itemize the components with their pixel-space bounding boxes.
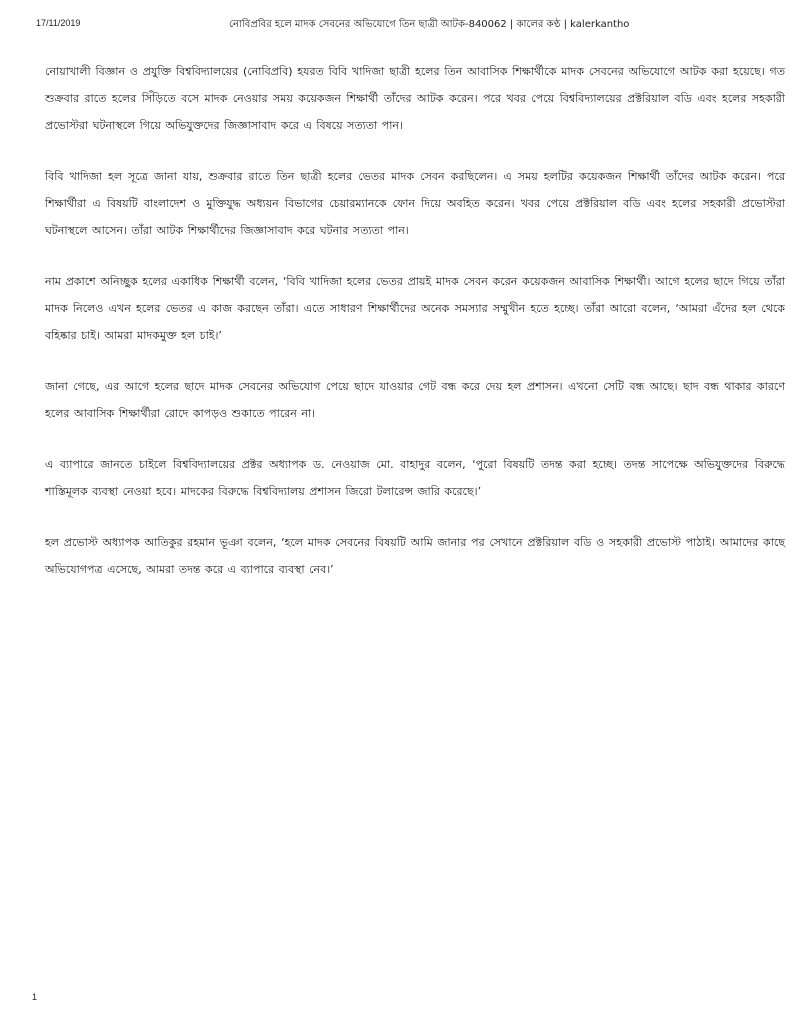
page-number: 1: [32, 992, 38, 1002]
article-paragraph: নোয়াখালী বিজ্ঞান ও প্রযুক্তি বিশ্ববিদ্যালয়ের (নোবিপ্রবি) হযরত বিবি খাদিজা ছাত্রী হলের তিন আবাসিক শিক্ষার্থীকে মাদক সেবনের অভিযোগে আটক করা হয়েছে। গত শুক্রবার রাতে হলের সিঁড়িতে বসে মাদক নেওয়ার সময় কয়েকজন শিক্ষার্থী তাঁদের আটক করেন। পরে খবর পেয়ে বিশ্ববিদ্যালয়ের প্রক্টরিয়াল বডি এবং হলের সহকারী প্রভোস্টরা ঘটনাস্থলে গিয়ে অভিযুক্তদের জিজ্ঞাসাবাদ করে এ বিষয়ে সত্যতা পান।: [45, 65, 785, 132]
article-paragraph: বিবি খাদিজা হল সূত্রে জানা যায়, শুক্রবার রাতে তিন ছাত্রী হলের ভেতর মাদক সেবন করছিলেন। এ সময় হলটির কয়েকজন শিক্ষার্থী তাঁদের আটক করেন। পরে শিক্ষার্থীরা এ বিষয়টি বাংলাদেশ ও মুক্তিযুদ্ধ অধ্যয়ন বিভাগের চেয়ারম্যানকে ফোন দিয়ে অবহিত করেন। খবর পেয়ে প্রক্টরিয়াল বডি এবং হলের সহকারী প্রভোস্টরা ঘটনাস্থলে আসেন। তাঁরা আটক শিক্ষার্থীদের জিজ্ঞাসাবাদ করে ঘটনার সত্যতা পান।: [45, 170, 785, 237]
article-paragraph: এ ব্যাপারে জানতে চাইলে বিশ্ববিদ্যালয়ের প্রক্টর অধ্যাপক ড. নেওয়াজ মো. বাহাদুর বলেন, ‘পুরো বিষয়টি তদন্ত করা হচ্ছে। তদন্ত সাপেক্ষে অভিযুক্তদের বিরুদ্ধে শাস্তিমূলক ব্যবস্থা নেওয়া হবে। মাদকের বিরুদ্ধে বিশ্ববিদ্যালয় প্রশাসন জিরো টলারেন্স জারি করেছে।’: [45, 458, 785, 498]
page-title: নোবিপ্রবির হলে মাদক সেবনের অভিযোগে তিন ছাত্রী আটক-840062 | কালের কণ্ঠ | kalerkantho: [229, 19, 630, 30]
article-body: [45, 58, 785, 607]
print-date: 17/11/2019: [36, 18, 81, 28]
article-paragraph: জানা গেছে, এর আগে হলের ছাদে মাদক সেবনের অভিযোগ পেয়ে ছাদে যাওয়ার গেট বন্ধ করে দেয় হল প্রশাসন। এখনো সেটি বন্ধ আছে। ছাদ বন্ধ থাকার কারণে হলের আবাসিক শিক্ষার্থীরা রোদে কাপড়ও শুকাতে পারেন না।: [45, 380, 785, 420]
article-paragraph: নাম প্রকাশে অনিচ্ছুক হলের একাধিক শিক্ষার্থী বলেন, ‘বিবি খাদিজা হলের ভেতর প্রায়ই মাদক সেবন করেন কয়েকজন আবাসিক শিক্ষার্থী। আগে হলের ছাদে গিয়ে তাঁরা মাদক নিলেও এখন হলের ভেতর এ কাজ করছেন তাঁরা। এতে সাধারণ শিক্ষার্থীদের অনেক সমস্যার সম্মুখীন হতে হচ্ছে। তাঁরা আরো বলেন, ‘আমরা এঁদের হল থেকে বহিষ্কার চাই। আমরা মাদকমুক্ত হল চাই।’: [45, 275, 785, 342]
print-header: [0, 15, 791, 37]
article-paragraph: হল প্রভোস্ট অধ্যাপক আতিকুর রহমান ভূঞা বলেন, ‘হলে মাদক সেবনের বিষয়টি আমি জানার পর সেখানে প্রক্টরিয়াল বডি ও সহকারী প্রভোস্ট পাঠাই। আমাদের কাছে অভিযোগপত্র এসেছে, আমরা তদন্ত করে এ ব্যাপারে ব্যবস্থা নেব।’: [45, 536, 785, 576]
